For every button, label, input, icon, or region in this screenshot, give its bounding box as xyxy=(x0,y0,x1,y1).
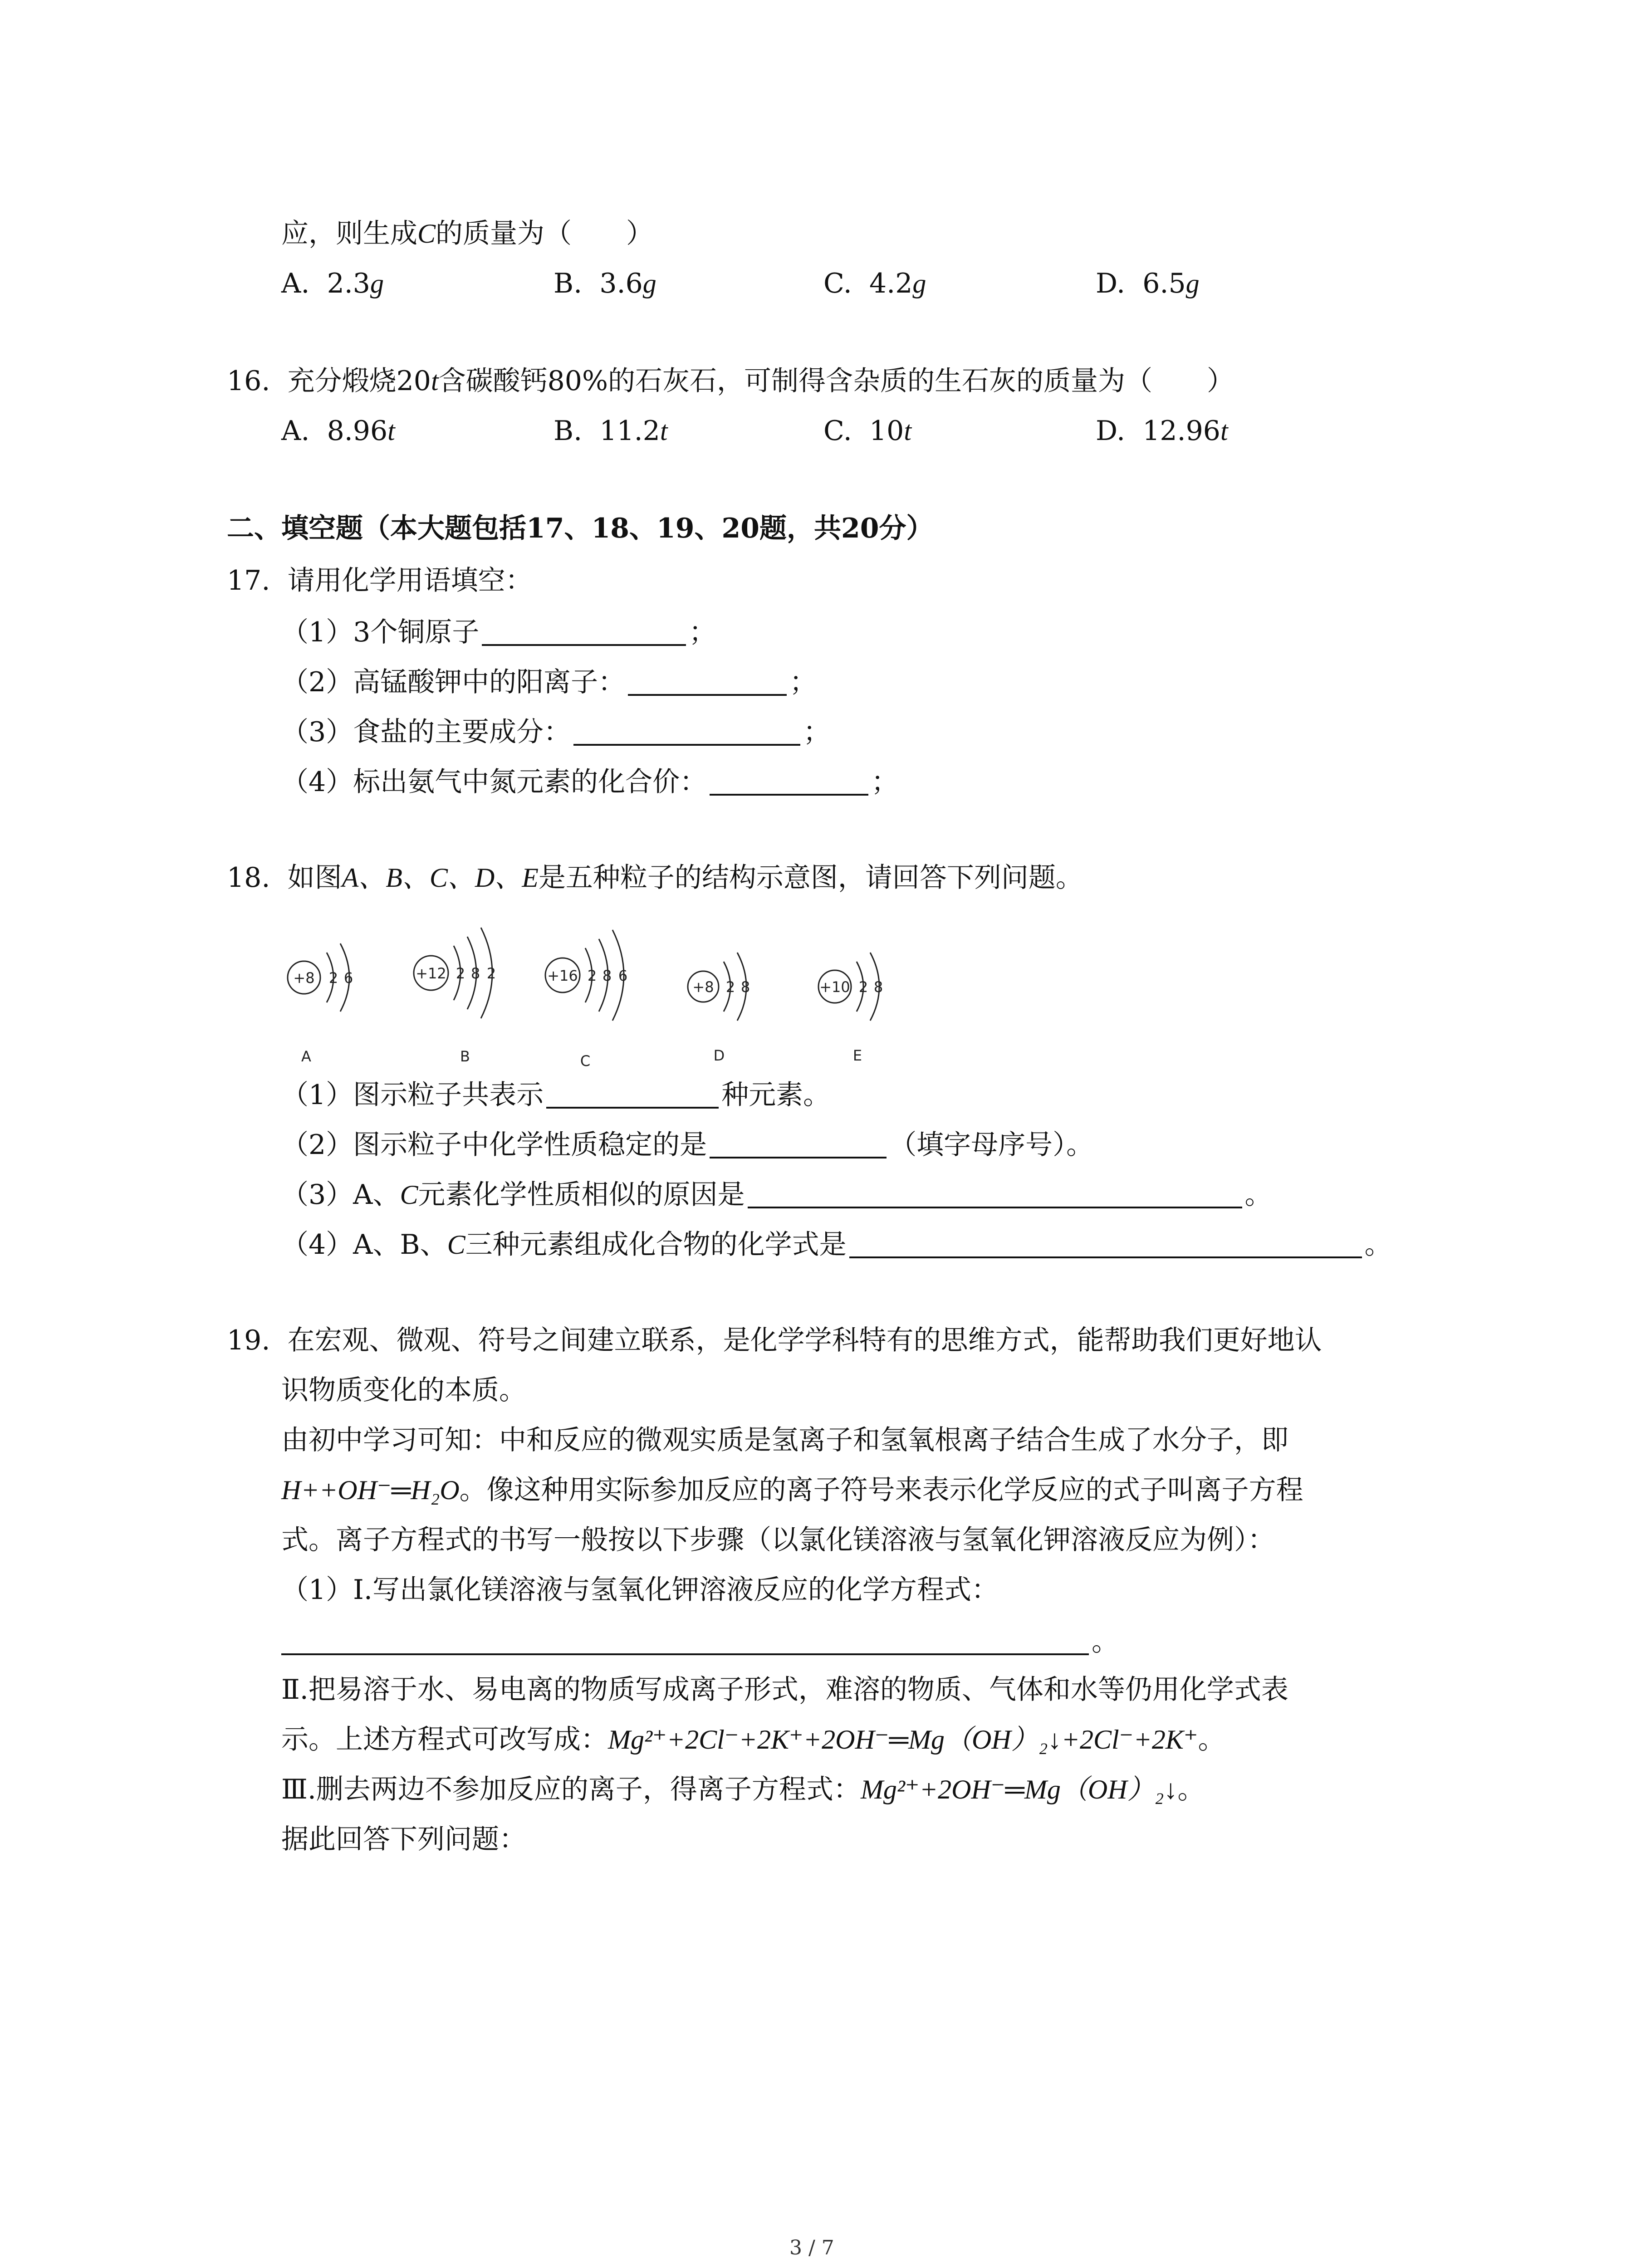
svg-text:2: 2 xyxy=(587,967,597,984)
q19-line-8: Ⅱ.把易溶于水、易电离的物质写成离子形式，难溶的物质、气体和水等仍用化学式表 xyxy=(281,1674,1288,1706)
atom-label-a: A xyxy=(301,1048,311,1065)
answer-blank[interactable] xyxy=(748,1179,1242,1208)
atom-a xyxy=(288,943,353,1012)
q17-item-1: （1）3个铜原子 ； xyxy=(281,616,716,648)
q19-line-1: 19. 在宏观、微观、符号之间建立联系，是化学学科特有的思维方式，能帮助我们更好地认 xyxy=(227,1325,1322,1356)
section-heading: 二、填空题（本大题包括17、18、19、20题，共20分） xyxy=(227,513,934,544)
svg-text:8: 8 xyxy=(602,967,612,984)
answer-blank[interactable] xyxy=(281,1626,1089,1655)
svg-text:+16: +16 xyxy=(547,967,578,984)
svg-text:+8: +8 xyxy=(293,969,315,987)
q15-text: 应，则生成 xyxy=(281,218,417,249)
svg-text:2: 2 xyxy=(456,965,465,982)
q16-option-b[interactable]: B. 11.2t xyxy=(554,415,668,447)
q15-option-c[interactable]: C. 4.2g xyxy=(823,268,926,299)
q15-option-d[interactable]: D. 6.5g xyxy=(1096,268,1200,299)
answer-blank[interactable] xyxy=(849,1229,1362,1258)
svg-text:8: 8 xyxy=(740,978,750,996)
q17-item-2: （2）高锰酸钾中的阳离子： ； xyxy=(281,666,817,698)
rewritten-equation: Mg²⁺+2Cl⁻+2K⁺+2OH⁻═Mg（OH）₂↓+2Cl⁻+2K⁺ xyxy=(608,1725,1198,1755)
q19-line-2: 识物质变化的本质。 xyxy=(281,1374,526,1406)
q19-line-9: 示。上述方程式可改写成：Mg²⁺+2Cl⁻+2K⁺+2OH⁻═Mg（OH）₂↓+2Cl⁻+2K⁺。 xyxy=(281,1724,1225,1755)
svg-text:6: 6 xyxy=(343,969,353,987)
q16-stem: 16. 充分煅烧20t含碳酸钙80%的石灰石，可制得含杂质的生石灰的质量为（ ） xyxy=(227,365,1234,397)
q15-text-end: 的质量为（ ） xyxy=(436,218,654,249)
q18-item-4: （4）A、B、C三种元素组成化合物的化学式是 。 xyxy=(281,1229,1392,1261)
svg-text:8: 8 xyxy=(873,978,883,996)
q16-option-a[interactable]: A. 8.96t xyxy=(281,415,395,447)
q19-line-10: Ⅲ.删去两边不参加反应的离子，得离子方程式：Mg²⁺+2OH⁻═Mg（OH）₂↓。 xyxy=(281,1774,1205,1805)
q19-line-6: （1）Ⅰ.写出氯化镁溶液与氢氧化钾溶液反应的化学方程式： xyxy=(281,1574,999,1606)
answer-blank[interactable] xyxy=(628,667,787,696)
atom-label-e: E xyxy=(852,1047,862,1064)
q15-option-b[interactable]: B. 3.6g xyxy=(554,268,656,299)
final-ionic-equation: Mg²⁺+2OH⁻═Mg（OH）₂↓ xyxy=(860,1774,1178,1804)
q15-var: C xyxy=(417,219,436,249)
svg-text:2: 2 xyxy=(328,969,338,987)
atom-label-b: B xyxy=(460,1048,470,1065)
q18-item-2: （2）图示粒子中化学性质稳定的是 （填字母序号）。 xyxy=(281,1129,1094,1161)
atom-d xyxy=(688,953,750,1021)
svg-text:+10: +10 xyxy=(819,978,850,996)
q19-line-3: 由初中学习可知：中和反应的微观实质是氢离子和氢氧根离子结合生成了水分子，即 xyxy=(281,1424,1288,1456)
q16-option-c[interactable]: C. 10t xyxy=(823,415,912,447)
answer-blank[interactable] xyxy=(710,767,868,796)
answer-blank[interactable] xyxy=(482,617,686,646)
q19-line-4: H++OH⁻═H₂O。像这种用实际参加反应的离子符号来表示化学反应的式子叫离子方程 xyxy=(281,1474,1303,1506)
svg-text:6: 6 xyxy=(618,967,628,984)
q16-option-d[interactable]: D. 12.96t xyxy=(1096,415,1228,447)
answer-blank[interactable] xyxy=(573,717,800,746)
q18-item-3: （3）A、C元素化学性质相似的原因是 。 xyxy=(281,1179,1272,1211)
atom-e xyxy=(818,953,883,1021)
q17-stem: 17. 请用化学用语填空： xyxy=(227,565,533,596)
q17-item-3: （3）食盐的主要成分： ； xyxy=(281,716,831,748)
q19-line-7: 。 xyxy=(281,1626,1119,1655)
atom-label-c: C xyxy=(580,1052,591,1070)
q15-option-a[interactable]: A. 2.3g xyxy=(281,268,384,299)
svg-text:8: 8 xyxy=(470,965,480,982)
atom-c xyxy=(545,930,627,1021)
q18-item-1: （1）图示粒子共表示 种元素。 xyxy=(281,1079,831,1111)
page-number: 3 / 7 xyxy=(789,2236,834,2259)
svg-text:2: 2 xyxy=(725,978,735,996)
svg-text:2: 2 xyxy=(486,965,496,982)
q19-line-5: 式。离子方程式的书写一般按以下步骤（以氯化镁溶液与氢氧化钾溶液反应为例）： xyxy=(281,1524,1275,1556)
answer-blank[interactable] xyxy=(546,1080,719,1109)
q17-item-4: （4）标出氨气中氮元素的化合价： ； xyxy=(281,766,899,798)
svg-text:2: 2 xyxy=(858,978,868,996)
ionic-equation: H++OH⁻═H₂O xyxy=(281,1475,460,1505)
q19-line-11: 据此回答下列问题： xyxy=(281,1823,526,1855)
atom-label-d: D xyxy=(713,1047,725,1064)
q16-number: 16. xyxy=(227,365,270,397)
atom-b xyxy=(414,928,496,1018)
svg-text:+12: +12 xyxy=(416,965,446,982)
q15-stem-continuation xyxy=(281,220,653,247)
svg-text:+8: +8 xyxy=(692,978,714,996)
q18-stem: 18. 如图A、B、C、D、E是五种粒子的结构示意图，请回答下列问题。 xyxy=(227,862,1083,894)
atom-structure-diagrams xyxy=(272,916,953,1080)
answer-blank[interactable] xyxy=(710,1129,887,1158)
